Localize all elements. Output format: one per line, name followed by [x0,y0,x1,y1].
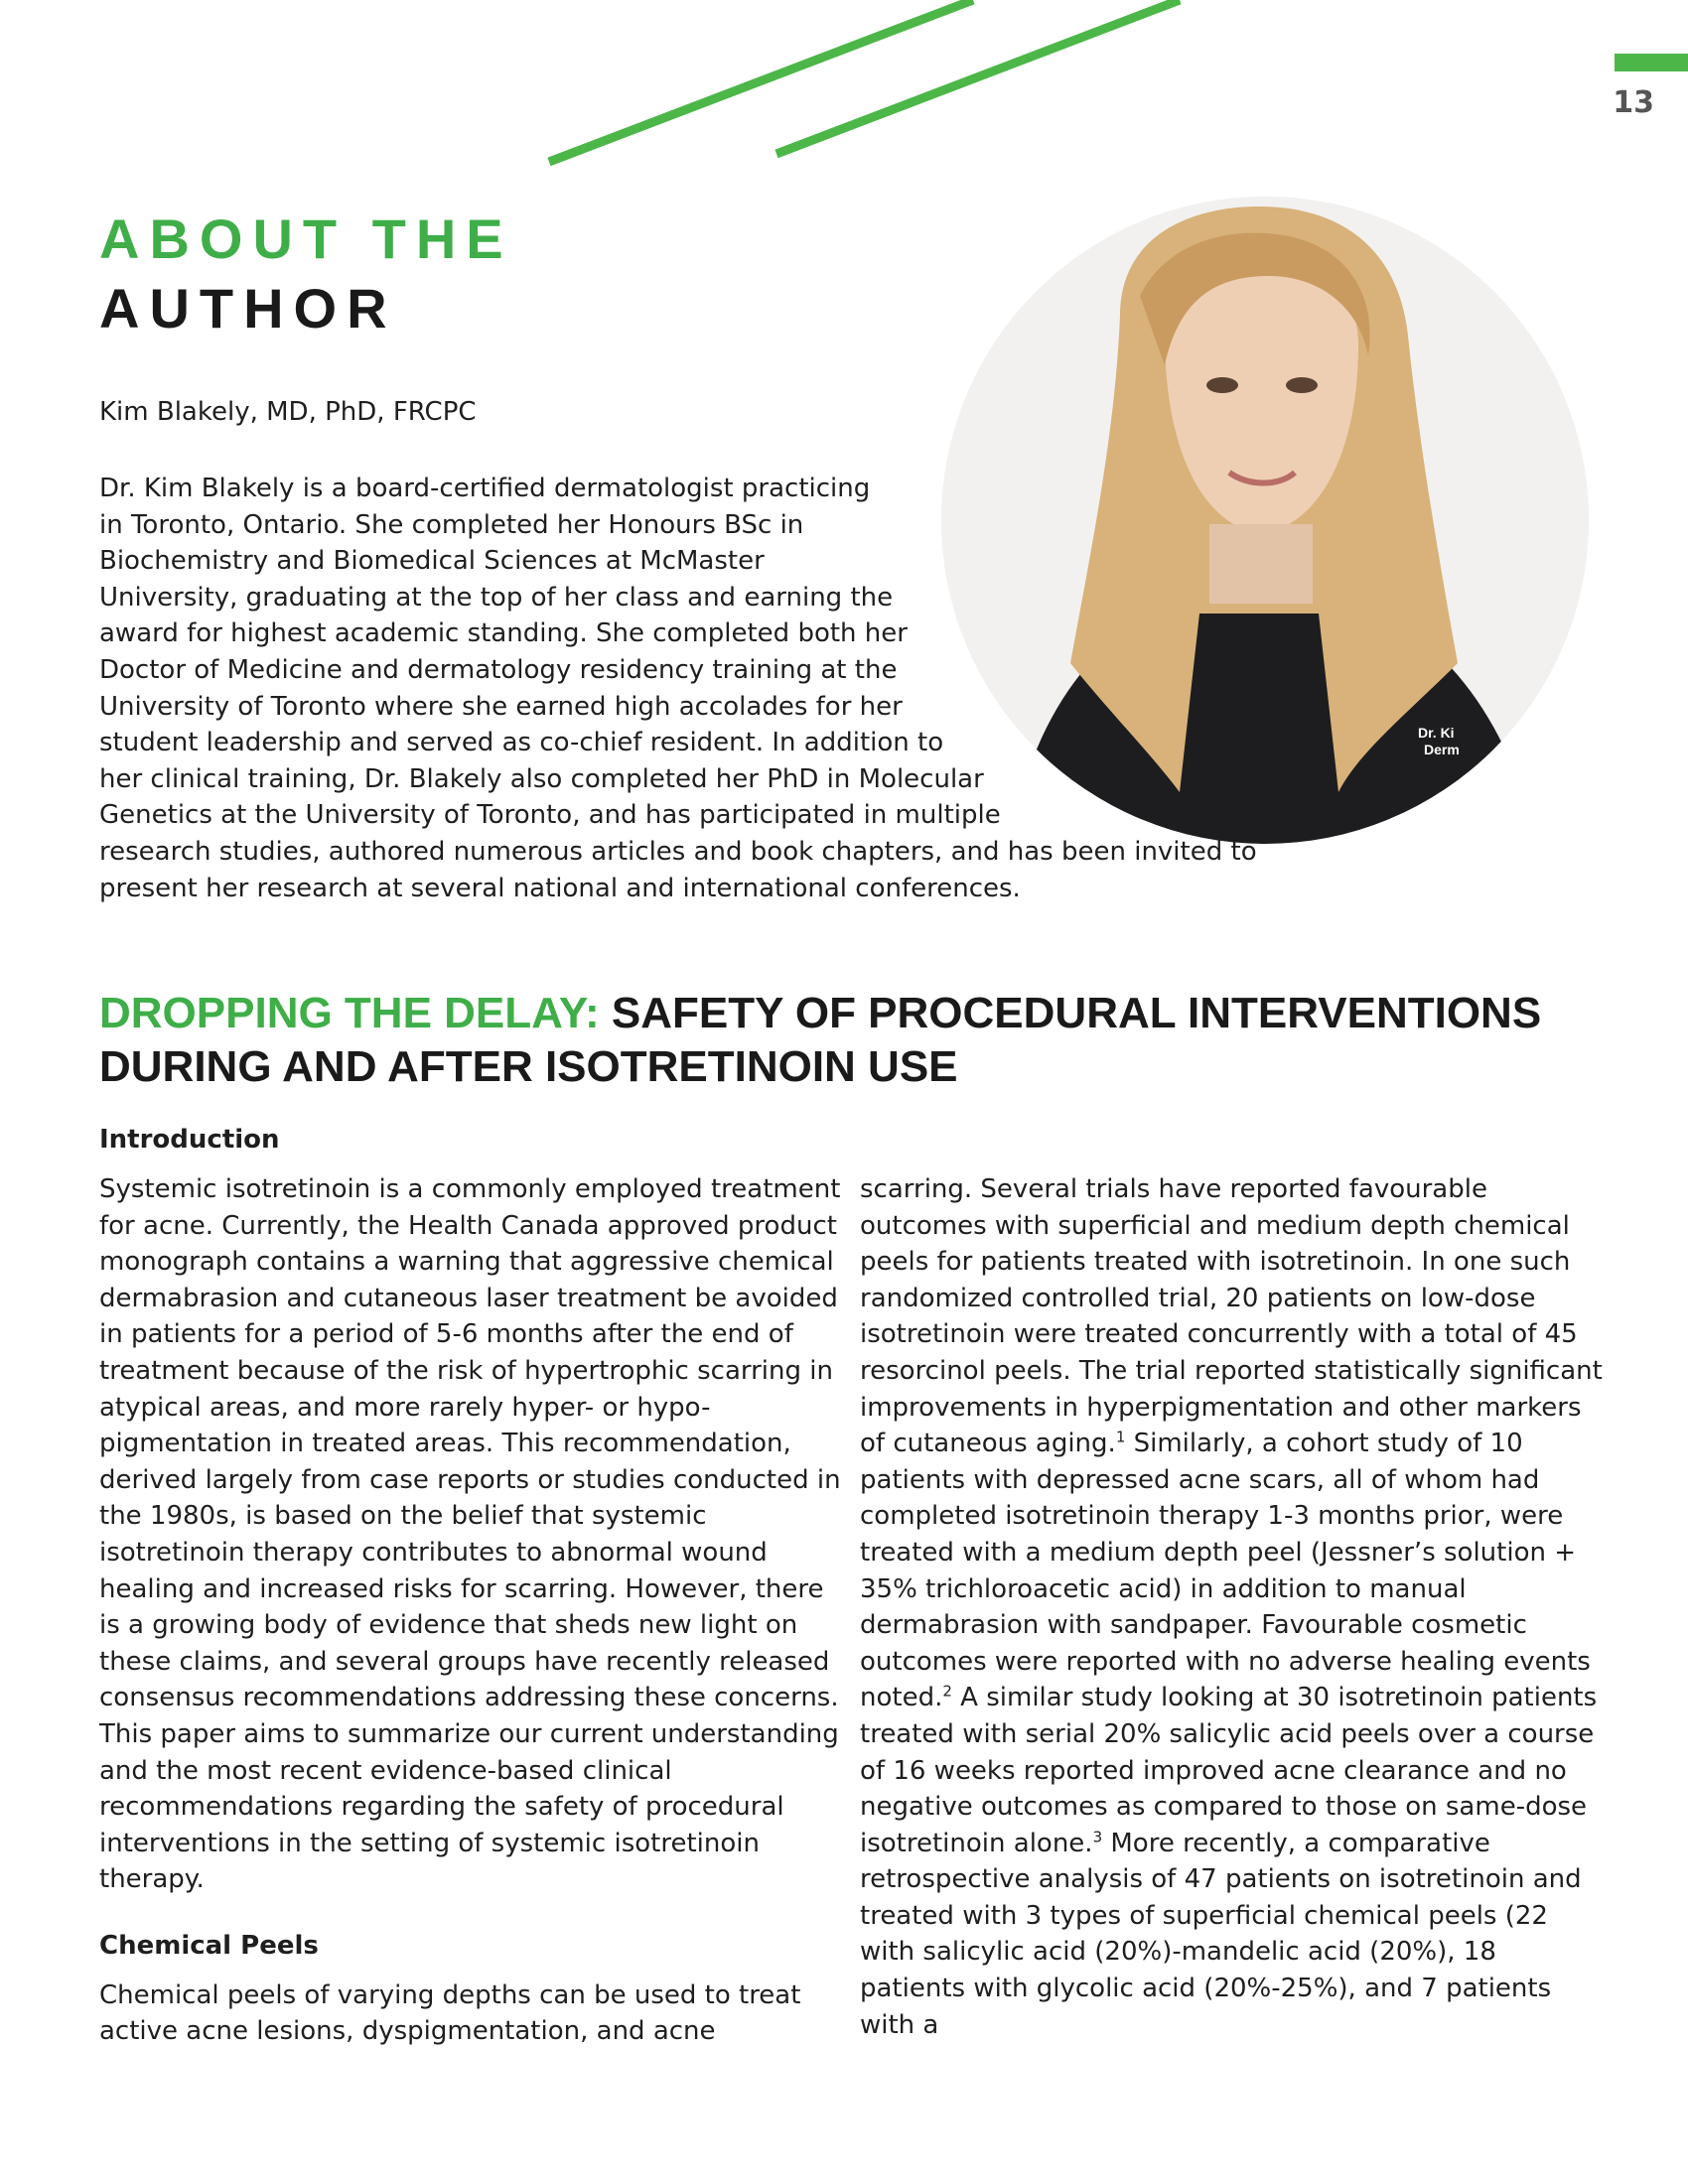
introduction-paragraph: Systemic isotretinoin is a commonly employed treatment for acne. Currently, the Health Canada approved product monograph contains a warning that aggressive chemical dermabrasion and cutaneous laser treatment be avoided in patients for a period of 5-6 months after the end of treatment because of the risk of hypertrophic scarring in atypical areas, and more rarely hyper- or hypo-pigmentation in treated areas. This recommendation, derived largely from case reports or studies conducted in the 1980s, is based on the belief that systemic isotretinoin therapy contributes to abnormal wound healing and increased risks for scarring. However, there is a growing body of evidence that sheds new light on these claims, and several groups have recently released consensus recommendations addressing these concerns. This paper aims to summarize our current understanding and the most recent evidence-based clinical recommendations regarding the safety of procedural interventions in the setting of systemic isotretinoin therapy. [99,1174,841,1895]
author-bio [99,471,1271,906]
article-title-highlight: DROPPING THE DELAY: [99,989,600,1037]
reference-1: 1 [1115,1428,1126,1446]
page-number: 13 [1613,85,1654,120]
green-stripe-2 [776,0,1180,154]
left-column [99,1122,844,2050]
reference-2: 2 [942,1682,952,1701]
article-title-main: SAFETY OF PROCEDURAL INTERVENTIONS DURING AND AFTER ISOTRETINOIN USE [99,989,1542,1091]
right-column [860,1171,1605,2043]
introduction-heading: Introduction [99,1125,280,1155]
author-name: Kim Blakely, MD, PhD, FRCPC [99,397,477,427]
about-heading-line2: AUTHOR [99,277,397,340]
right-text-part1: scarring. Several trials have reported favourable outcomes with superficial and medium depth chemical peels for patients treated with isotretinoin. In one such randomized controlled trial, 20 patients on low-dose isotretinoin were treated concurrently with a total of 45 resorcinol peels. The trial reported statistically significant improvements in hyperpigmentation and other markers of cutaneous aging. [860,1174,1603,1459]
decorative-green-stripes [0,0,1688,199]
chemical-peels-paragraph-start: Chemical peels of varying depths can be used to treat active acne lesions, dyspigmentation, and acne [99,1979,801,2047]
about-heading [99,205,513,343]
page-tab-marker [1615,54,1688,71]
reference-3: 3 [1092,1828,1103,1846]
about-heading-line1: ABOUT THE [99,207,513,270]
chemical-peels-heading: Chemical Peels [99,1930,319,1961]
right-text-part2: Similarly, a cohort study of 10 patients with depressed acne scars, all of whom had completed isotretinoin therapy 1-3 months prior, were treated with a medium depth peel (Jessner’s solution + 35% trichloroacetic acid) in addition to manual dermabrasion with sandpaper. Favourable cosmetic outcomes were reported with no adverse healing events noted. [860,1429,1591,1713]
shirt-text-line2: Derm [1424,742,1460,757]
author-bio-text: Dr. Kim Blakely is a board-certified dermatologist practicing in Toronto, Ontario. She completed her Honours BSc in Biochemistry and Biomedical Sciences at McMaster University, graduating at the top of her class and earning the award for highest academic standing. She completed both her Doctor of Medicine and dermatology residency training at the University of Toronto where she earned high accolades for her student leadership and served as co-chief resident. In addition to her clinical training, Dr. Blakely also completed her PhD in Molecular Genetics at the University of Toronto, and has participated in multiple research studies, authored numerous articles and book chapters, and has been invited to present her research at several national and international conferences. [99,474,1257,903]
shirt-text-line1: Dr. Ki [1418,725,1455,741]
chemical-peels-paragraph-continued [860,1171,1605,2043]
right-text-part3: A similar study looking at 30 isotretinoin patients treated with serial 20% salicylic acid peels over a course of 16 weeks reported improved acne clearance and no negative outcomes as compared to those on same-dose isotretinoin alone. [860,1683,1598,1858]
article-title [99,987,1609,1094]
green-stripe-1 [549,0,973,162]
right-text-part4: More recently, a comparative retrospective analysis of 47 patients on isotretinoin and treated with 3 types of superficial chemical peels (22 with salicylic acid (20%)-mandelic acid (20%), 18 patients with glycolic acid (20%-25%), and 7 patients with a [860,1828,1582,2040]
